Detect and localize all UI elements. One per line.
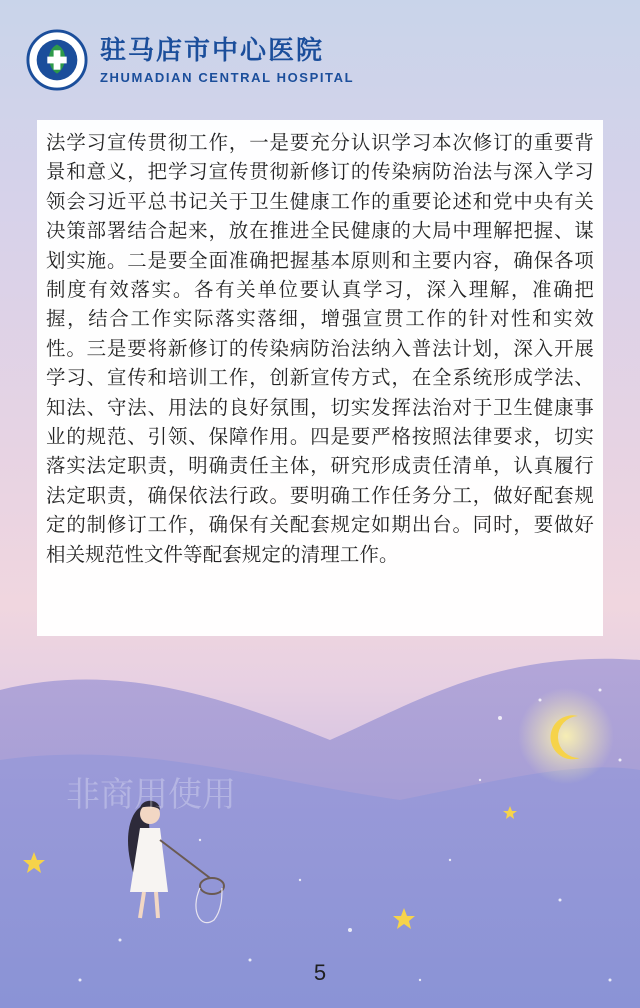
hospital-name-en: ZHUMADIAN CENTRAL HOSPITAL (100, 69, 355, 85)
article-paragraph: 法学习宣传贯彻工作，一是要充分认识学习本次修订的重要背景和意义，把学习宣传贯彻新修订的传染病防治法与深入学习领会习近平总书记关于卫生健康工作的重要论述和党中央有关决策部署结合起来，放在推进全民健康的大局中理解把握、谋划实施。二是要全面准确把握基本原则和主要内容，确保各项制度有效落实。各有关单位要认真学习，深入理解，准确把握，结合工作实际落实落细，增强宣贯工作的针对性和实效性。三是要将新修订的传染病防治法纳入普法计划，深入开展学习、宣传和培训工作，创新宣传方式，在全系统形成学法、知法、守法、用法的良好氛围，切实发挥法治对于卫生健康事业的规范、引领、保障作用。四是要严格按照法律要求，切实落实法定职责，明确责任主体，研究形成责任清单，认真履行法定职责，确保依法行政。要明确工作任务分工，做好配套规定的制修订工作，确保有关配套规定如期出台。同时，要做好相关规范性文件等配套规定的清理工作。 (46, 131, 594, 566)
watermark-lower: 非商用使用 (66, 775, 236, 815)
hospital-name-cn: 驻马店市中心医院 (100, 35, 325, 66)
hospital-name (100, 36, 354, 85)
hospital-logo-icon (26, 29, 88, 91)
hospital-header (26, 28, 354, 92)
page-number: 5 (313, 960, 327, 985)
